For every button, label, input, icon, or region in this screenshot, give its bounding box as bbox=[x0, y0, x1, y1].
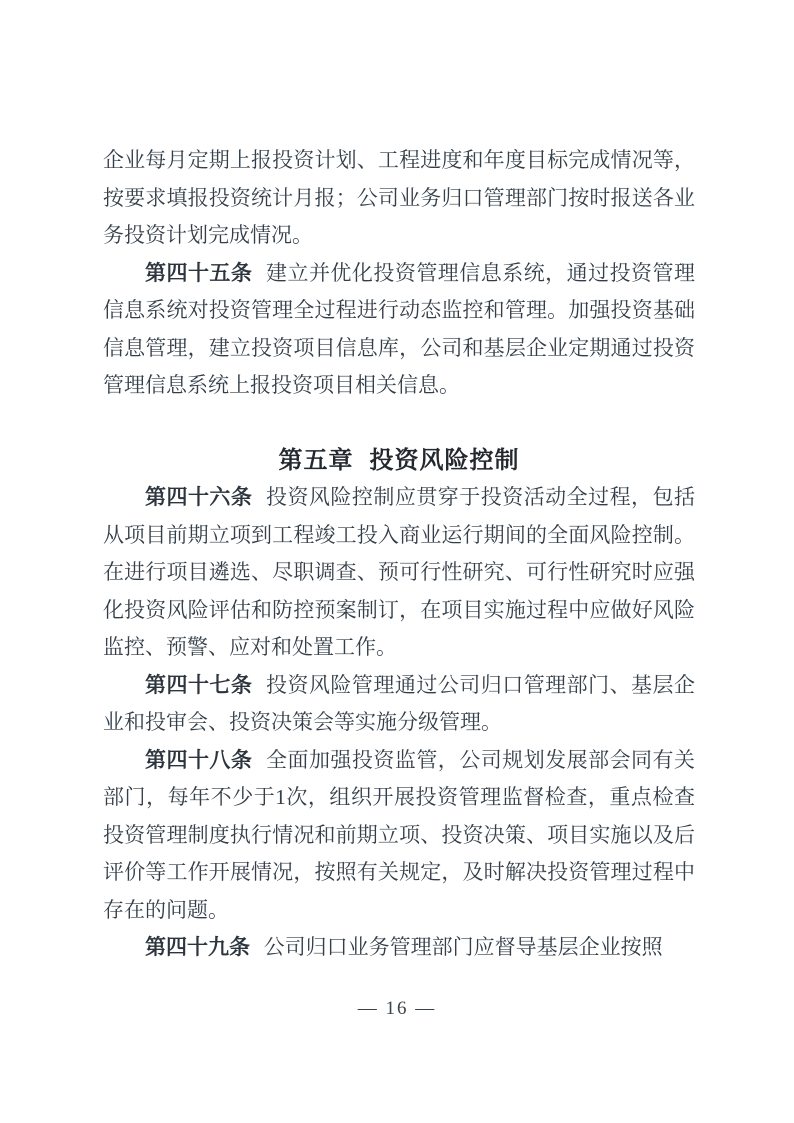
article-49-text: 公司归口业务管理部门应督导基层企业按照 bbox=[263, 935, 663, 959]
article-49-label: 第四十九条 bbox=[145, 935, 250, 959]
article-46-label: 第四十六条 bbox=[145, 485, 253, 509]
continuation-paragraph: 企业每月定期上报投资计划、工程进度和年度目标完成情况等，按要求填报投资统计月报；公司业务归口管理部门按时报送各业务投资计划完成情况。 bbox=[103, 148, 695, 247]
article-49-paragraph bbox=[103, 929, 695, 967]
document-body bbox=[103, 142, 695, 967]
article-48-label: 第四十八条 bbox=[145, 747, 253, 772]
article-45-text: 建立并优化投资管理信息系统，通过投资管理信息系统对投资管理全过程进行动态监控和管理。加强投资基础信息管理，建立投资项目信息库，公司和基层企业定期通过投资管理信息系统上报投资项目相关信息。 bbox=[103, 260, 696, 397]
chapter-number: 第五章 bbox=[278, 446, 354, 474]
chapter-title: 投资风险控制 bbox=[369, 446, 520, 474]
article-45-paragraph bbox=[103, 255, 695, 405]
page-number: — 16 — bbox=[357, 998, 437, 1019]
article-48-paragraph bbox=[103, 742, 695, 930]
article-46-paragraph bbox=[103, 479, 695, 667]
article-48-text: 全面加强投资监管，公司规划发展部会同有关部门，每年不少于1次，组织开展投资管理监督检查，重点检查投资管理制度执行情况和前期立项、投资决策、项目实施以及后评价等工作开展情况，按照有关规定，及时解决投资管理过程中存在的问题。 bbox=[103, 747, 696, 922]
article-46-text: 投资风险控制应贯穿于投资活动全过程，包括从项目前期立项到工程竣工投入商业运行期间的全面风险控制。在进行项目遴选、尽职调查、预可行性研究、可行性研究时应强化投资风险评估和防控预案制订，在项目实施过程中应做好风险监控、预警、应对和处置工作。 bbox=[103, 485, 696, 659]
article-47-paragraph bbox=[103, 667, 695, 742]
chapter-heading bbox=[103, 442, 695, 480]
article-45-label: 第四十五条 bbox=[145, 260, 253, 285]
article-47-text: 投资风险管理通过公司归口管理部门、基层企业和投审会、投资决策会等实施分级管理。 bbox=[103, 672, 696, 734]
article-47-label: 第四十七条 bbox=[145, 672, 253, 697]
